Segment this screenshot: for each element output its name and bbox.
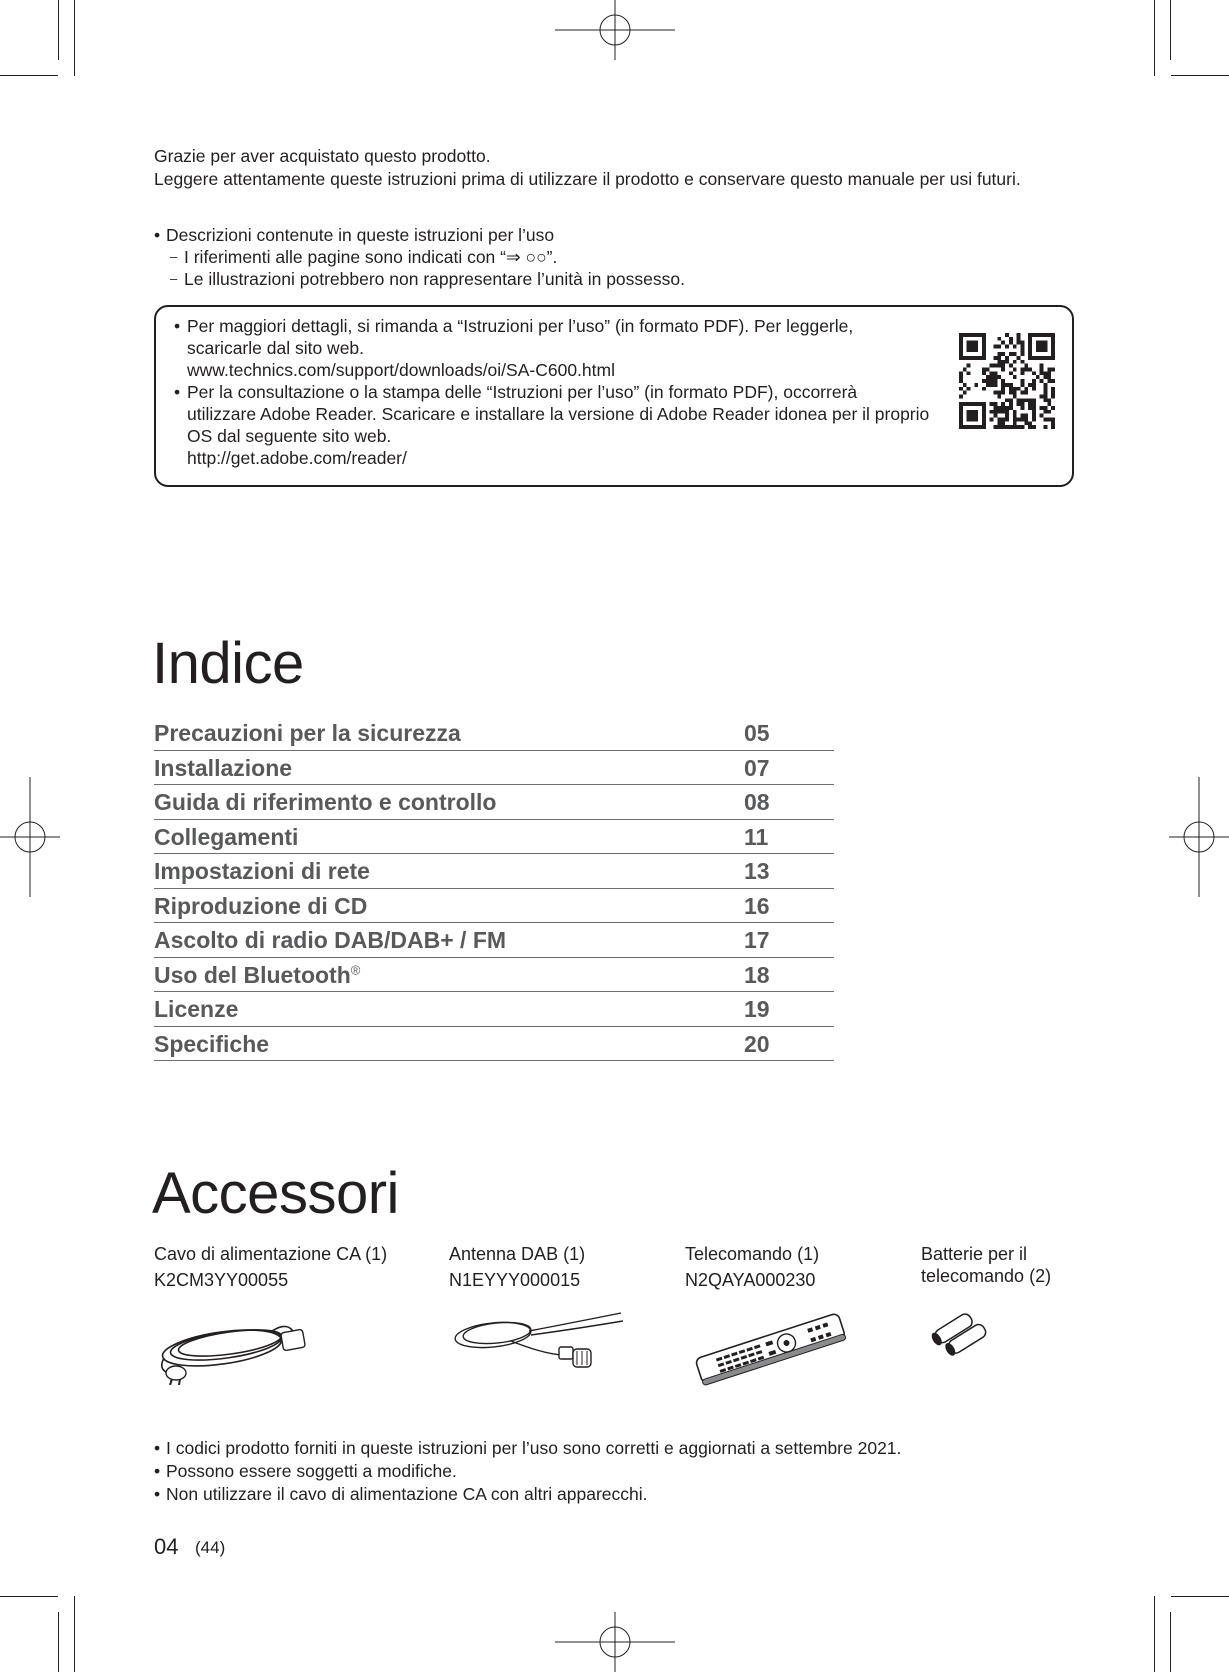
qr-code-icon [959,333,1055,429]
accessory-dab-antenna [449,1243,669,1292]
toc-label: Collegamenti [154,823,299,850]
toc-page: 11 [744,823,769,850]
conventions-sub-item: – I riferimenti alle pagine sono indicati con “⇒ ○○”. [154,246,1074,268]
toc-page: 18 [744,961,770,988]
toc-row[interactable] [154,751,834,786]
toc-row[interactable] [154,923,834,958]
toc-label: Specifiche [154,1030,270,1057]
toc-page: 05 [744,720,770,746]
read-instructions-text: Leggere attentamente queste istruzioni prima di utilizzare il prodotto e conservare questo manuale per usi futuri. [154,169,1021,189]
accessory-name: Cavo di alimentazione CA (1) [154,1244,388,1264]
toc-label: Guida di riferimento e controllo [154,789,497,815]
accessories-title: Accessori [152,1161,399,1226]
toc-page: 08 [744,789,770,815]
toc-row[interactable] [154,820,834,855]
toc-label-text: Uso del Bluetooth [154,961,351,988]
accessory-remote [685,1243,885,1292]
toc-page: 13 [744,858,770,884]
toc-row[interactable] [154,889,834,924]
note-item: • Non utilizzare il cavo di alimentazione CA con altri apparecchi. [154,1483,1114,1505]
conventions-list [154,224,1074,290]
accessory-batteries [921,1243,1101,1287]
toc-page: 17 [744,927,770,953]
remote-control-icon [687,1305,855,1389]
info-item-details: • Per maggiori dettagli, si rimanda a “Istruzioni per l’uso” (in formato PDF). Per leggerle, scaricarle dal sito web. [170,315,930,359]
toc-page: 07 [744,754,770,781]
accessory-name: telecomando (2) [921,1266,1052,1286]
power-cord-icon [154,1303,314,1385]
registration-mark-top [555,0,675,60]
intro-section [154,145,1074,191]
toc-row[interactable] [154,1027,834,1062]
toc-label: Installazione [154,754,293,781]
toc-row[interactable] [154,992,834,1027]
notes-list [154,1437,1114,1506]
info-item-adobe: • Per la consultazione o la stampa delle “Istruzioni per l’uso” (in formato PDF), occorrerà utilizzare Adobe Reader. Scaricare e installare la versione di Adobe Reader idonea per il proprio OS dal seguente sito web. [170,381,930,447]
adobe-url-link[interactable]: http://get.adobe.com/reader/ [187,448,407,468]
toc-page: 20 [744,1030,770,1057]
page-total: (44) [195,1538,226,1557]
registration-mark-right [1169,777,1229,897]
accessory-power-cord [154,1243,444,1292]
thanks-text: Grazie per aver acquistato questo prodotto. [154,146,491,166]
toc-label: Riproduzione di CD [154,892,368,919]
toc-page: 19 [744,996,770,1022]
toc-row[interactable] [154,785,834,820]
registration-mark-left [0,777,60,897]
accessory-name: Batterie per il [921,1244,1028,1264]
dab-antenna-icon [451,1305,631,1375]
registered-mark: ® [350,961,361,977]
toc-label: Impostazioni di rete [154,858,370,884]
page-number: 04 [154,1534,179,1559]
registration-mark-bottom [555,1612,675,1672]
accessory-code: N2QAYA000230 [685,1270,816,1290]
note-item: • Possono essere soggetti a modifiche. [154,1460,1114,1482]
pdf-info-box [154,305,1074,487]
accessory-code: K2CM3YY00055 [154,1270,289,1290]
toc-label [154,962,360,989]
accessory-code: N1EYYY000015 [449,1270,581,1290]
toc-label: Precauzioni per la sicurezza [154,720,461,746]
toc-row[interactable] [154,958,834,993]
batteries-icon [923,1307,1003,1357]
toc-page: 16 [744,892,770,919]
table-of-contents [154,716,834,1061]
accessory-name: Telecomando (1) [685,1244,820,1264]
conventions-bullet: • Descrizioni contenute in queste istruzioni per l’uso [154,224,1074,246]
toc-label: Ascolto di radio DAB/DAB+ / FM [154,927,507,953]
technics-url-link[interactable]: www.technics.com/support/downloads/oi/SA-C600.html [187,360,615,380]
toc-row[interactable] [154,716,834,751]
toc-row[interactable] [154,854,834,889]
conventions-sub-item: – Le illustrazioni potrebbero non rappresentare l’unità in possesso. [154,268,1074,290]
toc-label: Licenze [154,996,239,1022]
note-item: • I codici prodotto forniti in queste istruzioni per l’uso sono corretti e aggiornati a settembre 2021. [154,1437,1114,1459]
accessory-name: Antenna DAB (1) [449,1244,586,1264]
toc-title: Indice [152,631,304,696]
